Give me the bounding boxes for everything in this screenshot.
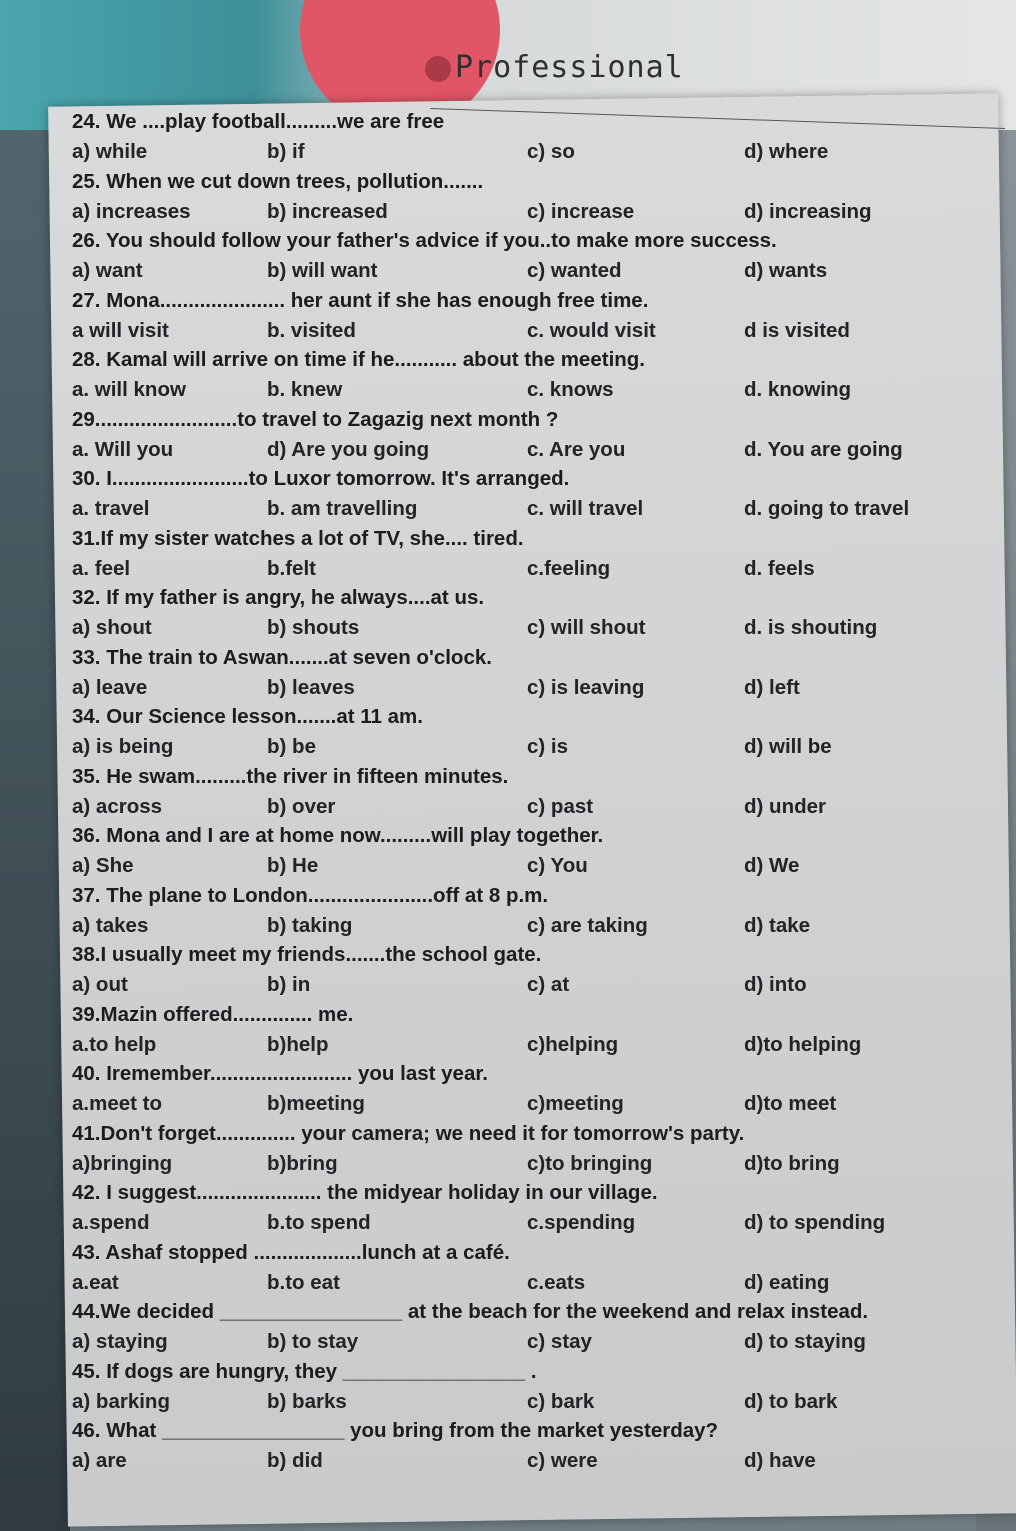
- question-stem: 37. The plane to London......................off at 8 p.m.: [72, 883, 549, 907]
- answer-option: d) will be: [744, 735, 832, 758]
- answer-option: d) into: [744, 973, 807, 996]
- question-item: [72, 941, 992, 1001]
- question-stem: 32. If my father is angry, he always....at us.: [72, 586, 485, 609]
- answer-option: b) over: [267, 794, 336, 818]
- answer-option: c) so: [527, 140, 575, 163]
- answer-option: d) increasing: [744, 199, 872, 223]
- answer-option: d)to bring: [744, 1151, 840, 1175]
- question-item: [72, 1417, 992, 1477]
- brand-name: Professional: [455, 50, 684, 85]
- answer-option: a. Will you: [72, 437, 174, 461]
- question-item: [72, 584, 992, 644]
- question-item: [72, 644, 992, 704]
- answer-option: d. feels: [744, 556, 815, 580]
- answer-option: c.feeling: [527, 556, 611, 580]
- answer-option: a) is being: [72, 735, 174, 758]
- answer-option: a) barking: [72, 1389, 170, 1413]
- answer-option: c) is: [527, 735, 569, 758]
- answer-option: b. visited: [267, 318, 356, 342]
- question-stem: 43. Ashaf stopped ...................lunch at a café.: [72, 1240, 510, 1264]
- answer-option: c) past: [527, 794, 594, 818]
- question-item: [72, 1298, 992, 1358]
- answer-option: d. is shouting: [744, 616, 878, 639]
- answer-option: c.eats: [527, 1270, 586, 1294]
- question-stem: 34. Our Science lesson.......at 11 am.: [72, 705, 423, 728]
- question-stem: 45. If dogs are hungry, they ________________ .: [72, 1359, 537, 1383]
- question-stem: 35. He swam.........the river in fifteen minutes.: [72, 764, 509, 788]
- answer-option: d) to bark: [744, 1389, 838, 1413]
- answer-option: d. knowing: [744, 378, 852, 401]
- answer-option: b) if: [267, 140, 305, 163]
- question-stem: 33. The train to Aswan.......at seven o'clock.: [72, 645, 492, 669]
- answer-option: c. will travel: [527, 497, 644, 520]
- answer-option: b) leaves: [267, 675, 355, 699]
- answer-option: a) want: [72, 259, 143, 282]
- question-stem: 41.Don't forget.............. your camera; we need it for tomorrow's party.: [72, 1121, 745, 1145]
- answer-option: d)to meet: [744, 1092, 837, 1115]
- question-stem: 27. Mona...................... her aunt if she has enough free time.: [72, 288, 649, 312]
- answer-option: b) did: [267, 1449, 323, 1472]
- answer-option: d) wants: [744, 259, 828, 282]
- answer-option: a) across: [72, 794, 163, 818]
- question-stem: 42. I suggest...................... the midyear holiday in our village.: [72, 1181, 658, 1204]
- question-stem: 40. Iremember......................... you last year.: [72, 1062, 488, 1085]
- answer-option: c)helping: [527, 1032, 619, 1056]
- question-stem: 44.We decided ________________ at the beach for the weekend and relax instead.: [72, 1300, 869, 1323]
- answer-option: c) is leaving: [527, 675, 645, 699]
- answer-option: a. travel: [72, 497, 150, 520]
- question-stem: 36. Mona and I are at home now.........will play together.: [72, 824, 604, 847]
- answer-option: b) be: [267, 735, 316, 758]
- question-stem: 39.Mazin offered.............. me.: [72, 1002, 354, 1026]
- question-list: [72, 108, 992, 1477]
- answer-option: a) leave: [72, 675, 148, 699]
- answer-option: d) left: [744, 675, 800, 699]
- question-item: [72, 1120, 992, 1180]
- answer-option: c.spending: [527, 1211, 636, 1234]
- question-item: [72, 108, 992, 168]
- answer-option: a) takes: [72, 913, 149, 937]
- answer-option: c) bark: [527, 1389, 595, 1413]
- answer-option: a.eat: [72, 1270, 119, 1294]
- answer-option: b) taking: [267, 913, 353, 937]
- answer-option: c) stay: [527, 1330, 592, 1353]
- question-item: [72, 1060, 992, 1120]
- answer-option: a) staying: [72, 1330, 168, 1353]
- question-stem: 28. Kamal will arrive on time if he........... about the meeting.: [72, 348, 645, 371]
- answer-option: d) to spending: [744, 1211, 886, 1234]
- answer-option: b) in: [267, 973, 311, 996]
- question-item: [72, 406, 992, 466]
- answer-option: b) He: [267, 854, 319, 877]
- answer-option: b.to spend: [267, 1211, 371, 1234]
- question-item: [72, 763, 992, 823]
- question-stem: 30. I........................to Luxor tomorrow. It's arranged.: [72, 467, 570, 490]
- answer-option: a) while: [72, 140, 148, 163]
- question-item: [72, 168, 992, 228]
- answer-option: b) increased: [267, 199, 388, 223]
- answer-option: c. Are you: [527, 437, 626, 461]
- answer-option: d) to staying: [744, 1330, 866, 1353]
- answer-option: d) eating: [744, 1270, 830, 1294]
- answer-option: a. feel: [72, 556, 131, 580]
- question-item: [72, 525, 992, 585]
- answer-option: d)to helping: [744, 1032, 862, 1056]
- question-item: [72, 227, 992, 287]
- answer-option: c) increase: [527, 199, 635, 223]
- answer-option: a) increases: [72, 199, 191, 223]
- answer-option: d. going to travel: [744, 497, 910, 520]
- answer-option: d) take: [744, 913, 811, 937]
- question-item: [72, 1179, 992, 1239]
- answer-option: a) shout: [72, 616, 152, 639]
- answer-option: b)bring: [267, 1151, 338, 1175]
- answer-option: c. knows: [527, 378, 614, 401]
- answer-option: d) under: [744, 794, 826, 818]
- answer-option: b. knew: [267, 378, 343, 401]
- brand-logo-icon: [425, 56, 451, 82]
- answer-option: b) will want: [267, 259, 378, 282]
- answer-option: b.felt: [267, 556, 316, 580]
- answer-option: a) She: [72, 854, 134, 877]
- question-stem: 26. You should follow your father's advice if you..to make more success.: [72, 229, 777, 252]
- question-stem: 31.If my sister watches a lot of TV, she.... tired.: [72, 526, 524, 550]
- question-item: [72, 882, 992, 942]
- answer-option: c) at: [527, 973, 570, 996]
- answer-option: d) have: [744, 1449, 816, 1472]
- answer-option: c)to bringing: [527, 1151, 653, 1175]
- answer-option: c)meeting: [527, 1092, 624, 1115]
- question-item: [72, 287, 992, 347]
- question-stem: 24. We ....play football.........we are free: [72, 110, 445, 133]
- answer-option: a. will know: [72, 378, 186, 401]
- answer-option: a.meet to: [72, 1092, 162, 1115]
- question-item: [72, 1001, 992, 1061]
- answer-option: c) wanted: [527, 259, 622, 282]
- question-stem: 25. When we cut down trees, pollution.......: [72, 169, 484, 193]
- question-stem: 29.........................to travel to Zagazig next month ?: [72, 407, 559, 431]
- answer-option: b)meeting: [267, 1092, 365, 1115]
- answer-option: d) We: [744, 854, 800, 877]
- answer-option: c) You: [527, 854, 588, 877]
- answer-option: d. You are going: [744, 437, 903, 461]
- answer-option: b) barks: [267, 1389, 347, 1413]
- answer-option: a)bringing: [72, 1151, 173, 1175]
- answer-option: c. would visit: [527, 318, 656, 342]
- answer-option: d is visited: [744, 318, 850, 342]
- answer-option: b)help: [267, 1032, 329, 1056]
- answer-option: b) to stay: [267, 1330, 359, 1353]
- question-stem: 46. What ________________ you bring from the market yesterday?: [72, 1419, 719, 1442]
- question-item: [72, 703, 992, 763]
- answer-option: c) are taking: [527, 913, 648, 937]
- answer-option: b) shouts: [267, 616, 360, 639]
- answer-option: a.to help: [72, 1032, 157, 1056]
- answer-option: d) where: [744, 140, 829, 163]
- question-item: [72, 822, 992, 882]
- answer-option: c) were: [527, 1449, 598, 1472]
- answer-option: c) will shout: [527, 616, 646, 639]
- answer-option: a) are: [72, 1449, 127, 1472]
- brand-header: [425, 50, 684, 85]
- answer-option: d) Are you going: [267, 437, 430, 461]
- question-item: [72, 1239, 992, 1299]
- question-stem: 38.I usually meet my friends.......the school gate.: [72, 943, 542, 966]
- answer-option: b. am travelling: [267, 497, 418, 520]
- question-item: [72, 1358, 992, 1418]
- answer-option: a.spend: [72, 1211, 150, 1234]
- question-item: [72, 346, 992, 406]
- question-item: [72, 465, 992, 525]
- answer-option: a will visit: [72, 318, 169, 342]
- answer-option: b.to eat: [267, 1270, 340, 1294]
- answer-option: a) out: [72, 973, 128, 996]
